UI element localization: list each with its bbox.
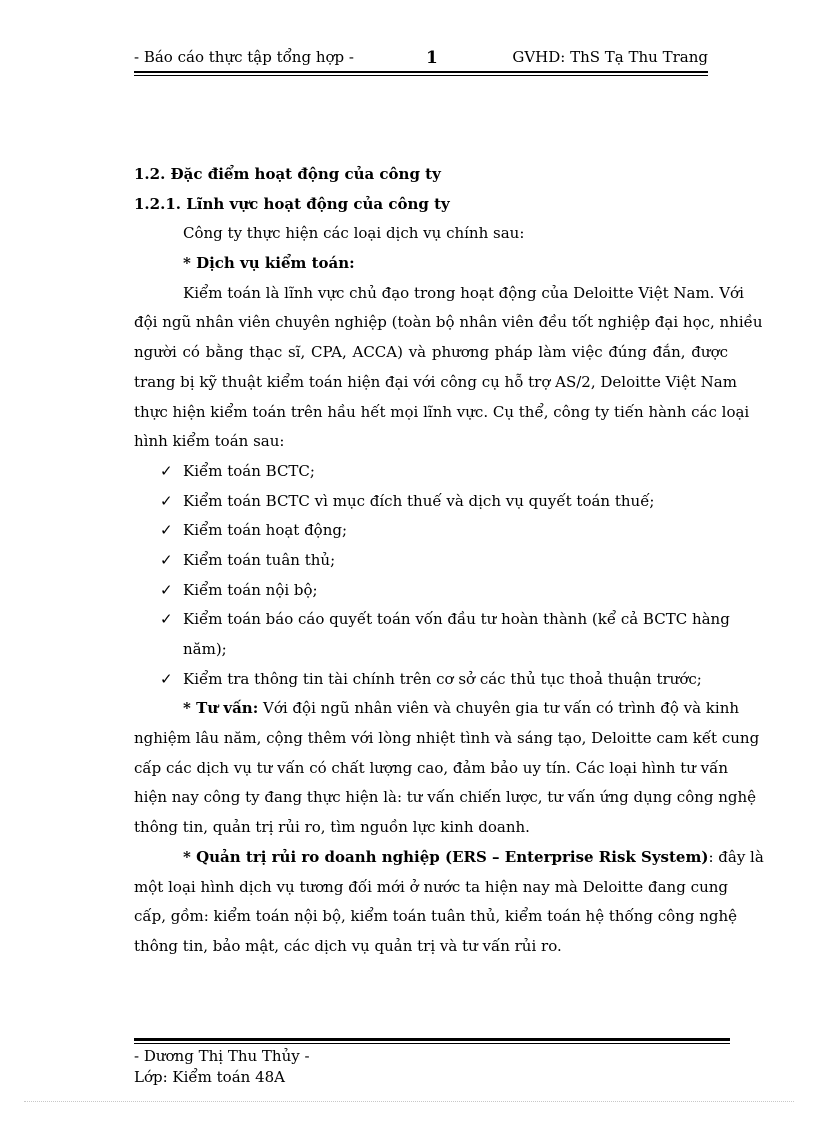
footer-rule-thick [134, 1038, 730, 1041]
consult-para-line: cấp các dịch vụ tư vấn có chất lượng cao, đảm bảo uy tín. Các loại hình tư vấn [134, 758, 728, 777]
checklist-text: Kiểm toán hoạt động; [183, 521, 348, 540]
audit-para-line: đội ngũ nhân viên chuyên nghiệp (toàn bộ nhân viên đều tốt nghiệp đại học, nhiều [134, 313, 763, 332]
consult-text: Với đội ngũ nhân viên và chuyên gia tư vấn có trình độ và kinh [258, 699, 740, 718]
check-icon: ✓ [160, 610, 173, 629]
check-icon: ✓ [160, 521, 173, 540]
checklist-text: Kiểm tra thông tin tài chính trên cơ sở các thủ tục thoả thuận trước; [183, 669, 702, 688]
audit-para-line: thực hiện kiểm toán trên hầu hết mọi lĩnh vực. Cụ thể, công ty tiến hành các loại [134, 402, 750, 421]
check-icon: ✓ [160, 491, 173, 510]
audit-para-line: trang bị kỹ thuật kiểm toán hiện đại với công cụ hỗ trợ AS/2, Deloitte Việt Nam [134, 372, 737, 391]
footer-author: - Dương Thị Thu Thủy - [134, 1047, 310, 1065]
footer-rule-thin [134, 1043, 730, 1044]
page-bottom-dotted-line [24, 1101, 794, 1102]
heading-1-2: 1.2. Đặc điểm hoạt động của công ty [134, 165, 441, 183]
audit-para-line: người có bằng thạc sĩ, CPA, ACCA) và phương pháp làm việc đúng đắn, được [134, 343, 728, 362]
risk-para-line [134, 843, 764, 873]
consult-para-line: thông tin, quản trị rủi ro, tìm nguồn lực kinh doanh. [134, 818, 530, 837]
consult-para-line: hiện nay công ty đang thực hiện là: tư vấn chiến lược, tư vấn ứng dụng công nghệ [134, 788, 757, 807]
document-body [134, 160, 764, 962]
checklist-item [134, 605, 728, 635]
intro-text: Công ty thực hiện các loại dịch vụ chính sau: [183, 224, 525, 243]
page-header [134, 48, 708, 70]
footer-class: Lớp: Kiểm toán 48A [134, 1068, 285, 1086]
check-icon: ✓ [160, 550, 173, 569]
risk-para-line: thông tin, bảo mật, các dịch vụ quản trị và tư vấn rủi ro. [134, 936, 562, 955]
audit-para-line: Kiểm toán là lĩnh vực chủ đạo trong hoạt động của Deloitte Việt Nam. Với [183, 283, 744, 302]
header-report-title: - Báo cáo thực tập tổng hợp - [134, 48, 354, 66]
checklist-text: Kiểm toán BCTC vì mục đích thuế và dịch vụ quyết toán thuế; [183, 491, 655, 510]
checklist-text: Kiểm toán nội bộ; [183, 580, 318, 599]
checklist-item [134, 487, 728, 517]
check-icon: ✓ [160, 580, 173, 599]
audit-heading: * Dịch vụ kiểm toán: [183, 254, 355, 273]
header-rule-thin [134, 75, 708, 76]
header-supervisor: GVHD: ThS Tạ Thu Trang [512, 48, 708, 66]
checklist-text: Kiểm toán tuân thủ; [183, 550, 336, 569]
risk-para-line: một loại hình dịch vụ tương đối mới ở nước ta hiện nay mà Deloitte đang cung [134, 877, 728, 896]
checklist-text: Kiểm toán báo cáo quyết toán vốn đầu tư hoàn thành (kể cả BCTC hàng [183, 610, 730, 629]
risk-text: : đây là [708, 847, 764, 866]
consult-para-line [134, 694, 740, 724]
header-rule-thick [134, 71, 708, 73]
consult-para-line: nghiệm lâu năm, cộng thêm với lòng nhiệt tình và sáng tạo, Deloitte cam kết cung [134, 729, 760, 748]
checklist-text: Kiểm toán BCTC; [183, 461, 315, 480]
risk-para-line: cấp, gồm: kiểm toán nội bộ, kiểm toán tuân thủ, kiểm toán hệ thống công nghệ [134, 907, 738, 926]
risk-label: * Quản trị rủi ro doanh nghiệp (ERS – Enterprise Risk System) [183, 847, 709, 866]
checklist-item [134, 546, 728, 576]
checklist-item [134, 516, 728, 546]
checklist-item [134, 665, 728, 695]
page-footer [134, 1046, 310, 1088]
check-icon: ✓ [160, 461, 173, 480]
heading-1-2-1: 1.2.1. Lĩnh vực hoạt động của công ty [134, 194, 450, 213]
audit-para-line: hình kiểm toán sau: [134, 432, 285, 451]
checklist-item [134, 457, 728, 487]
page-number: 1 [426, 48, 438, 68]
checklist-item [134, 576, 728, 606]
check-icon: ✓ [160, 669, 173, 688]
consult-label: * Tư vấn: [183, 699, 259, 718]
checklist-item-continued: năm); [183, 640, 227, 658]
